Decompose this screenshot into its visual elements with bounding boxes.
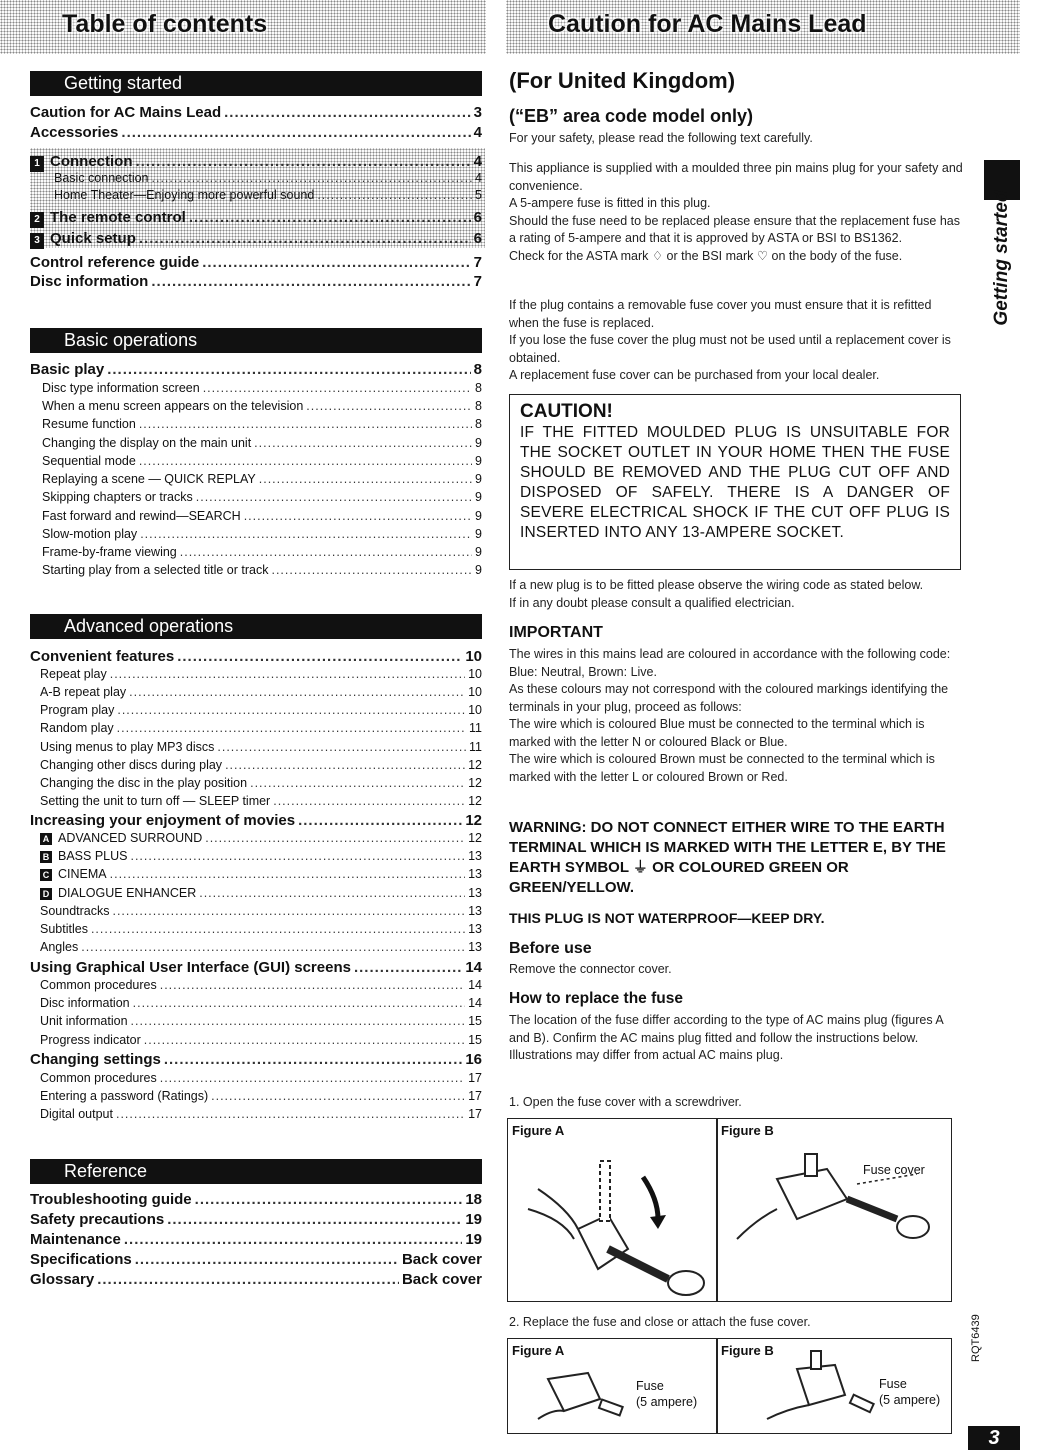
toc-row[interactable]: Caution for AC Mains Lead ..... 3: [30, 104, 482, 123]
toc-row[interactable]: Using menus to play MP3 discs ..... 11: [30, 740, 482, 758]
toc-row[interactable]: Digital output ..... 17: [30, 1107, 482, 1125]
toc-row[interactable]: D DIALOGUE ENHANCER ..... 13: [30, 886, 482, 904]
toc-row[interactable]: Random play ..... 11: [30, 721, 482, 739]
how-text: The location of the fuse differ according to the type of AC mains plug (figures A and B). Confirm the AC mains plug fitted and follow the instructions below. Illustrations may differ from actual AC mains plug.: [509, 1013, 944, 1062]
toc-row[interactable]: Angles ..... 13: [30, 940, 482, 958]
toc-row[interactable]: Changing settings ..... 16: [30, 1051, 482, 1070]
figure-1a: [507, 1118, 718, 1302]
toc-row[interactable]: Entering a password (Ratings) ..... 17: [30, 1089, 482, 1107]
toc-row[interactable]: Progress indicator ..... 15: [30, 1033, 482, 1051]
toc-row[interactable]: Soundtracks ..... 13: [30, 904, 482, 922]
toc-row[interactable]: Control reference guide ..... 7: [30, 254, 482, 273]
toc-row[interactable]: Fast forward and rewind—SEARCH ..... 9: [30, 509, 482, 527]
toc-row[interactable]: Convenient features ..... 10: [30, 648, 482, 667]
figure-label: Figure A: [512, 1343, 565, 1358]
toc-row[interactable]: Skipping chapters or tracks ..... 9: [30, 490, 482, 508]
section-reference: Reference: [30, 1159, 482, 1184]
figure-label: Figure B: [721, 1123, 774, 1138]
toc-heading: Table of contents: [62, 10, 268, 38]
toc-row[interactable]: Unit information ..... 15: [30, 1014, 482, 1032]
wiring-note: If a new plug is to be fitted please observe the wiring code as stated below. If in any doubt please consult a qualified electrician.: [509, 578, 924, 610]
toc-row[interactable]: Common procedures ..... 17: [30, 1071, 482, 1089]
toc-row[interactable]: Troubleshooting guide ..... 18: [30, 1191, 482, 1210]
toc-row[interactable]: Changing other discs during play ..... 12: [30, 758, 482, 776]
toc-row[interactable]: Replaying a scene — QUICK REPLAY ..... 9: [30, 472, 482, 490]
how-title: How to replace the fuse: [509, 990, 683, 1007]
waterproof-text: THIS PLUG IS NOT WATERPROOF—KEEP DRY.: [509, 910, 825, 926]
toc-row[interactable]: Using Graphical User Interface (GUI) screens ..... 14: [30, 959, 482, 978]
toc-row[interactable]: Basic play ..... 8: [30, 361, 482, 380]
fuse-cover-label: Fuse cover: [863, 1163, 925, 1177]
left-header-band: [0, 0, 486, 54]
number-badge: 2: [30, 212, 44, 228]
caution-box: [509, 394, 961, 570]
plug-fuse-illustration: [508, 1339, 713, 1429]
toc-row[interactable]: 1 Connection ..... 4: [30, 153, 482, 172]
letter-badge: B: [40, 851, 52, 863]
step-2: 2. Replace the fuse and close or attach the fuse cover.: [509, 1315, 811, 1329]
before-use-text: Remove the connector cover.: [509, 962, 672, 976]
plug-fuse-cover-illustration: [717, 1119, 947, 1297]
before-use-title: Before use: [509, 940, 592, 957]
toc-row[interactable]: Maintenance ..... 19: [30, 1231, 482, 1250]
toc-row[interactable]: Changing the disc in the play position ..... 12: [30, 776, 482, 794]
toc-row[interactable]: Frame-by-frame viewing ..... 9: [30, 545, 482, 563]
step-1: 1. Open the fuse cover with a screwdriver.: [509, 1095, 742, 1109]
important-text: The wires in this mains lead are coloured in accordance with the following code: Blue: Neutral, Brown: Live. As these colours may not correspond with the coloured markings identifying the terminals in your plug, proceed as follows: The wire which is coloured Blue must be connected to the terminal which is marked with the letter N or coloured Black or Blue. The wire which is coloured Brown must be connected to the terminal which is marked with the letter L or coloured Brown or Red.: [509, 647, 951, 784]
caution-text: IF THE FITTED MOULDED PLUG IS UNSUITABLE FOR THE SOCKET OUTLET IN YOUR HOME THEN THE FUSE SHOULD BE REMOVED AND THE PLUG CUT OFF AND DISPOSED OF SAFELY. THERE IS A DANGER OF SEVERE ELECTRICAL SHOCK IF THE CUT OFF PLUG IS INSERTED INTO ANY 13-AMPERE SOCKET.: [520, 424, 950, 541]
figure-1b: [716, 1118, 952, 1302]
fuse-cover-info: If the plug contains a removable fuse cover you must ensure that it is refitted when the fuse is replaced. If you lose the fuse cover the plug must not be used until a replacement cover is obtained. A replacement fuse cover can be purchased from your local dealer.: [509, 298, 951, 382]
toc-row[interactable]: Subtitles ..... 13: [30, 922, 482, 940]
toc-row[interactable]: B BASS PLUS ..... 13: [30, 849, 482, 867]
caution-title: CAUTION!: [520, 401, 613, 422]
side-section-label: Getting started: [991, 190, 1012, 326]
fuse-info: This appliance is supplied with a moulded three pin mains plug for your safety and convenience. A 5-ampere fuse is fitted in this plug. Should the fuse need to be replaced please ensure that the replacement fuse has a rating of 5-ampere and that it is approved by ASTA or BSI to BS1362. Check for the ASTA mark ♢ or the BSI mark ♡ on the body of the fuse.: [509, 161, 963, 263]
document-code: RQT6439: [970, 1314, 982, 1362]
section-advanced-operations: Advanced operations: [30, 614, 482, 639]
fuse-label: Fuse: [636, 1379, 664, 1393]
toc-row[interactable]: Repeat play ..... 10: [30, 667, 482, 685]
toc-row[interactable]: Accessories ..... 4: [30, 124, 482, 143]
toc-row[interactable]: Safety precautions ..... 19: [30, 1211, 482, 1230]
toc-row[interactable]: 3 Quick setup ..... 6: [30, 230, 482, 249]
toc-row[interactable]: Slow-motion play ..... 9: [30, 527, 482, 545]
figure-2a: [507, 1338, 718, 1434]
plug-screwdriver-illustration: [508, 1119, 713, 1297]
toc-row[interactable]: Disc type information screen ..... 8: [30, 381, 482, 399]
figure-2b: [716, 1338, 952, 1434]
letter-badge: A: [40, 833, 52, 845]
number-badge: 1: [30, 156, 44, 172]
toc-row[interactable]: Home Theater—Enjoying more powerful sound ..... 5: [30, 188, 482, 206]
toc-row[interactable]: 2 The remote control ..... 6: [30, 209, 482, 228]
figure-label: Figure A: [512, 1123, 565, 1138]
toc-row[interactable]: Changing the display on the main unit ..... 9: [30, 436, 482, 454]
toc-row[interactable]: Increasing your enjoyment of movies ..... 12: [30, 812, 482, 831]
figure-label: Figure B: [721, 1343, 774, 1358]
toc-row[interactable]: Common procedures ..... 14: [30, 978, 482, 996]
fuse-label: Fuse: [879, 1377, 907, 1391]
letter-badge: D: [40, 888, 52, 900]
fuse-amp-label: (5 ampere): [636, 1395, 698, 1409]
section-basic-operations: Basic operations: [30, 328, 482, 353]
eb-subtitle: (“EB” area code model only): [509, 106, 754, 126]
caution-heading: Caution for AC Mains Lead: [548, 10, 867, 38]
toc-row[interactable]: A-B repeat play ..... 10: [30, 685, 482, 703]
toc-row[interactable]: A ADVANCED SURROUND ..... 12: [30, 831, 482, 849]
uk-title: (For United Kingdom): [509, 68, 736, 93]
plug-fuse-illustration: [717, 1339, 947, 1429]
letter-badge: C: [40, 869, 52, 881]
toc-row[interactable]: When a menu screen appears on the television ..... 8: [30, 399, 482, 417]
toc-row[interactable]: Program play ..... 10: [30, 703, 482, 721]
toc-row[interactable]: Specifications ..... Back cover: [30, 1251, 482, 1270]
important-title: IMPORTANT: [509, 624, 603, 641]
toc-row[interactable]: Resume function ..... 8: [30, 417, 482, 435]
warning-text: WARNING: DO NOT CONNECT EITHER WIRE TO THE EARTH TERMINAL WHICH IS MARKED WITH THE LETTER E, BY THE EARTH SYMBOL ⏚ OR COLOURED GREEN OR GREEN/YELLOW.: [509, 819, 946, 896]
fuse-amp-label: (5 ampere): [879, 1393, 941, 1407]
intro-text: For your safety, please read the following text carefully.: [509, 131, 813, 145]
toc-row[interactable]: Starting play from a selected title or track ..... 9: [30, 563, 482, 581]
toc-row[interactable]: Setting the unit to turn off — SLEEP timer ..... 12: [30, 794, 482, 812]
toc-row[interactable]: C CINEMA ..... 13: [30, 867, 482, 885]
toc-row[interactable]: Disc information ..... 14: [30, 996, 482, 1014]
toc-row[interactable]: Disc information ..... 7: [30, 273, 482, 292]
right-header-band: [506, 0, 1020, 54]
page-number: 3: [968, 1426, 1020, 1450]
toc-row[interactable]: Basic connection ..... 4: [30, 171, 482, 189]
number-badge: 3: [30, 233, 44, 249]
toc-row[interactable]: Sequential mode ..... 9: [30, 454, 482, 472]
toc-row[interactable]: Glossary ..... Back cover: [30, 1271, 482, 1290]
section-getting-started: Getting started: [30, 71, 482, 96]
